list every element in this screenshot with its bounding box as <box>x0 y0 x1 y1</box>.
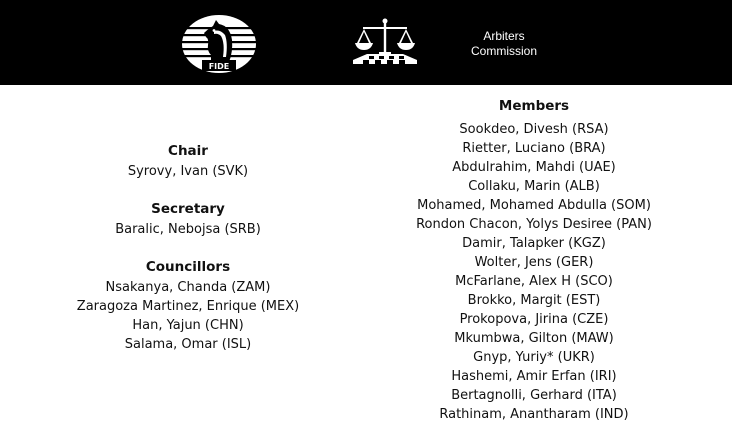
member-name: Rathinam, Anantharam (IND) <box>439 407 629 422</box>
member-name: Mkumbwa, Gilton (MAW) <box>454 331 614 346</box>
scales-of-justice-icon <box>349 16 421 68</box>
member-name: Rietter, Luciano (BRA) <box>462 141 606 156</box>
member-name: Abdulrahim, Mahdi (UAE) <box>452 160 616 175</box>
councillor-name: Zaragoza Martinez, Enrique (MEX) <box>76 299 300 314</box>
chair-heading: Chair <box>168 143 208 159</box>
member-name: Mohamed, Mohamed Abdulla (SOM) <box>417 198 651 213</box>
officers-column <box>48 140 328 354</box>
member-name: Bertagnolli, Gerhard (ITA) <box>451 388 617 403</box>
commission-title-line1: Arbiters <box>483 29 525 43</box>
councillor-name: Salama, Omar (ISL) <box>124 337 252 352</box>
member-name: Brokko, Margit (EST) <box>467 293 601 308</box>
councillor-name: Han, Yajun (CHN) <box>132 318 244 333</box>
members-heading: Members <box>498 98 570 114</box>
chair-name: Syrovy, Ivan (SVK) <box>127 164 249 179</box>
commission-title <box>459 29 549 59</box>
member-name: McFarlane, Alex H (SCO) <box>455 274 613 289</box>
member-name: Hashemi, Amir Erfan (IRI) <box>451 369 617 384</box>
member-name: Prokopova, Jirina (CZE) <box>459 312 609 327</box>
member-name: Damir, Talapker (KGZ) <box>462 236 606 251</box>
members-column <box>400 96 668 424</box>
header-banner <box>0 0 732 85</box>
member-name: Wolter, Jens (GER) <box>474 255 594 270</box>
councillors-section <box>48 256 328 354</box>
fide-knight-logo <box>180 13 258 75</box>
fide-logo-text: FIDE <box>208 62 230 71</box>
member-name: Sookdeo, Divesh (RSA) <box>459 122 609 137</box>
councillors-heading: Councillors <box>145 259 231 275</box>
councillor-name: Nsakanya, Chanda (ZAM) <box>105 280 271 295</box>
commission-title-line2: Commission <box>470 44 537 58</box>
secretary-heading: Secretary <box>151 201 225 217</box>
secretary-section <box>48 198 328 239</box>
chair-section <box>48 140 328 181</box>
member-name: Rondon Chacon, Yolys Desiree (PAN) <box>416 217 652 232</box>
member-name: Gnyp, Yuriy* (UKR) <box>473 350 595 365</box>
secretary-name: Baralic, Nebojsa (SRB) <box>115 222 261 237</box>
member-name: Collaku, Marin (ALB) <box>468 179 600 194</box>
